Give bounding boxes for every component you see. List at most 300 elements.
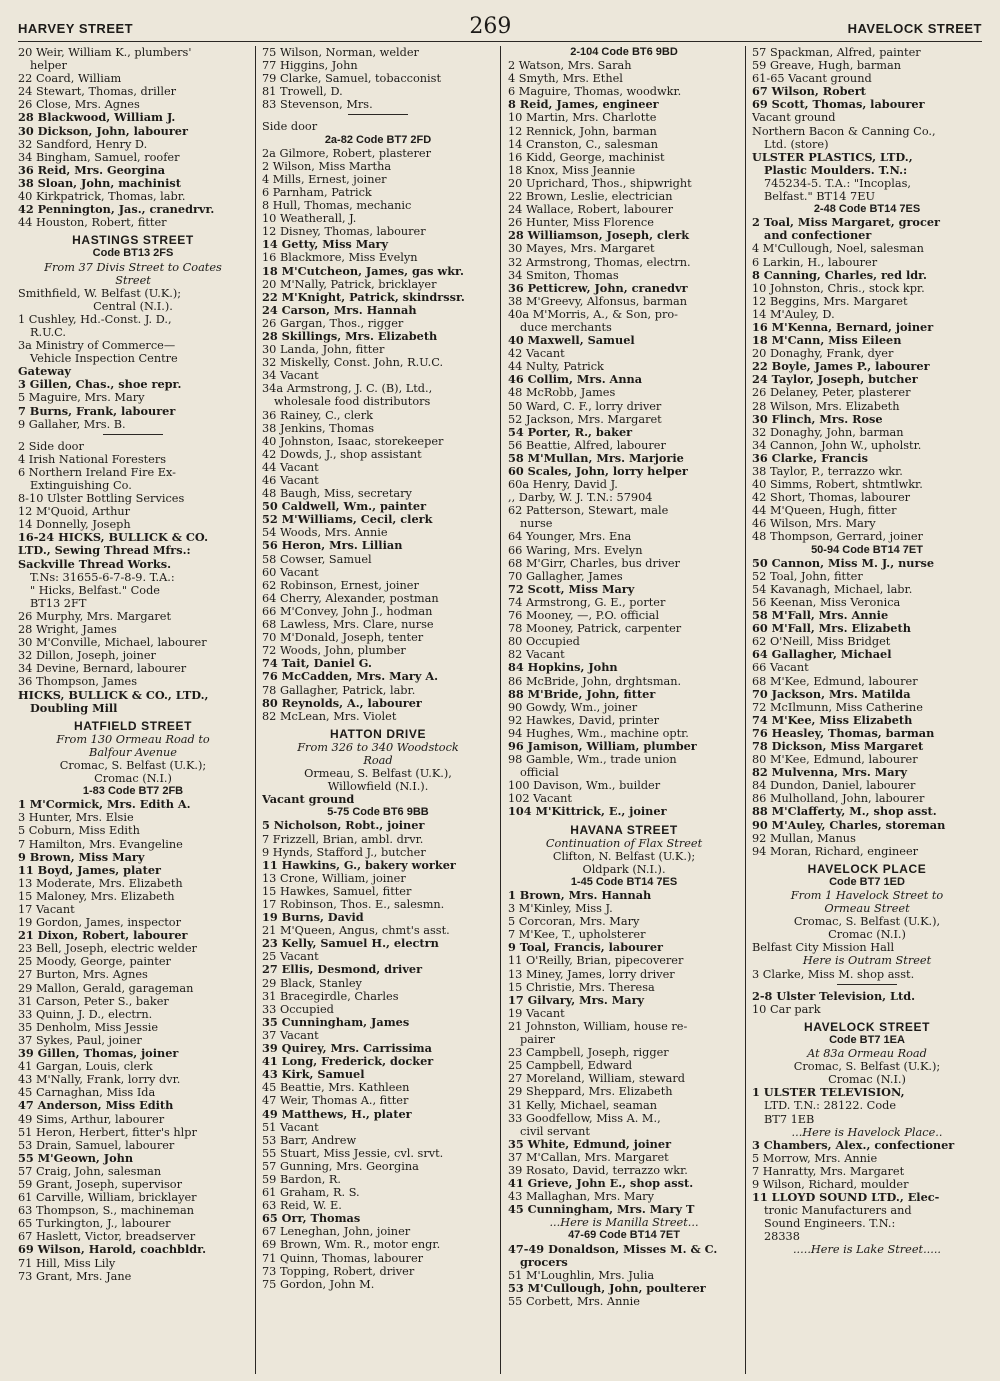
directory-entry: 90 Gowdy, Wm., joiner	[508, 700, 638, 714]
directory-entry: 43 M'Nally, Frank, lorry dvr.	[18, 1073, 181, 1087]
directory-entry: 68 Lawless, Mrs. Clare, nurse	[262, 618, 434, 632]
column-divider	[255, 46, 256, 1374]
directory-entry: grocers	[520, 1255, 568, 1269]
directory-entry: 73 Topping, Robert, driver	[262, 1264, 415, 1278]
route-note: Street	[115, 273, 151, 287]
postcode-line: Code BT7 1ED	[829, 875, 905, 888]
directory-entry: 56 Heron, Mrs. Lillian	[262, 539, 403, 553]
directory-entry: Cromac (N.I.)	[828, 1073, 906, 1087]
directory-entry: 62 Robinson, Ernest, joiner	[262, 578, 419, 592]
directory-entry: 63 Thompson, S., machineman	[18, 1204, 195, 1218]
directory-entry: 47 Anderson, Miss Edith	[18, 1099, 174, 1113]
directory-entry: 41 Gargan, Louis, clerk	[18, 1060, 153, 1074]
directory-entry: 38 Jenkins, Thomas	[262, 421, 375, 435]
directory-entry: 2 Watson, Mrs. Sarah	[508, 59, 632, 73]
directory-entry: 26 Hunter, Miss Florence	[508, 216, 654, 230]
directory-entry: 22 Brown, Leslie, electrician	[508, 190, 673, 204]
directory-entry: 6 Maguire, Thomas, woodwkr.	[508, 85, 682, 99]
directory-entry: 28 Skillings, Mrs. Elizabeth	[262, 329, 438, 343]
directory-entry: 92 Mullan, Manus	[752, 831, 856, 845]
directory-entry: 84 Hopkins, John	[508, 661, 618, 675]
directory-entry: 32 Donaghy, John, barman	[752, 425, 904, 439]
directory-entry: 14 M'Auley, D.	[752, 307, 835, 321]
directory-entry: ULSTER PLASTICS, LTD.,	[752, 150, 913, 164]
directory-entry: 37 Vacant	[262, 1028, 319, 1042]
directory-entry: 33 Goodfellow, Miss A. M.,	[508, 1111, 661, 1125]
directory-entry: 1 ULSTER TELEVISION,	[752, 1086, 905, 1100]
directory-entry: 43 Kirk, Samuel	[262, 1068, 365, 1082]
directory-entry: 88 M'Clafferty, M., shop asst.	[752, 805, 937, 819]
directory-entry: 7 Hamilton, Mrs. Evangeline	[18, 837, 183, 851]
directory-entry: Oldpark (N.I.).	[582, 862, 666, 876]
directory-entry: 23 Campbell, Joseph, rigger	[508, 1046, 669, 1060]
directory-entry: 81 Trowell, D.	[262, 85, 343, 99]
directory-entry: Side door	[262, 120, 318, 134]
postcode-line: 47-69 Code BT14 7ET	[568, 1229, 680, 1242]
directory-entry: 80 Reynolds, A., labourer	[262, 696, 422, 710]
directory-entry: 12 M'Quoid, Arthur	[18, 505, 131, 519]
directory-entry: 15 Maloney, Mrs. Elizabeth	[18, 889, 175, 903]
directory-entry: 59 Bardon, R.	[262, 1172, 341, 1186]
route-note: Continuation of Flax Street	[545, 836, 703, 850]
directory-entry: 15 Christie, Mrs. Theresa	[508, 980, 655, 994]
directory-entry: 50 Cannon, Miss M. J., nurse	[752, 556, 935, 570]
directory-entry: 29 Sheppard, Mrs. Elizabeth	[508, 1085, 673, 1099]
postcode-line: 1-45 Code BT14 7ES	[570, 875, 678, 888]
directory-entry: Vacant ground	[752, 111, 836, 125]
directory-entry: 66 Vacant	[752, 661, 809, 675]
directory-entry: 30 Landa, John, fitter	[262, 343, 385, 357]
directory-entry: 36 Clarke, Francis	[752, 451, 868, 465]
directory-entry: 11 Boyd, James, plater	[18, 863, 161, 877]
directory-entry: 58 M'Mullan, Mrs. Marjorie	[508, 451, 684, 465]
directory-entry: Gateway	[18, 365, 71, 379]
directory-entry: 73 Grant, Mrs. Jane	[18, 1269, 132, 1283]
directory-entry: nurse	[520, 517, 553, 531]
directory-entry: 19 Burns, David	[262, 911, 364, 925]
directory-entry: 24 Carson, Mrs. Hannah	[262, 303, 417, 317]
directory-entry: 84 Dundon, Daniel, labourer	[752, 779, 916, 793]
directory-entry: 37 M'Callan, Mrs. Margaret	[508, 1150, 669, 1164]
directory-entry: 5 Morrow, Mrs. Annie	[752, 1151, 878, 1165]
directory-entry: 64 Cherry, Alexander, postman	[262, 591, 439, 605]
directory-entry: 18 Knox, Miss Jeannie	[508, 163, 636, 177]
directory-entry: 24 Wallace, Robert, labourer	[508, 203, 673, 217]
directory-entry: Ltd. (store)	[764, 137, 829, 151]
directory-entry: 5 Nicholson, Robt., joiner	[262, 819, 425, 833]
directory-entry: 68 M'Kee, Edmund, labourer	[752, 674, 918, 688]
directory-entry: 26 Close, Mrs. Agnes	[18, 98, 140, 112]
directory-entry: 74 M'Kee, Miss Elizabeth	[752, 713, 913, 727]
directory-entry: " Hicks, Belfast." Code	[30, 583, 160, 597]
directory-entry: 9 Wilson, Richard, moulder	[752, 1177, 909, 1191]
directory-entry: 8 Canning, Charles, red ldr.	[752, 268, 927, 282]
directory-entry: 6 Parnham, Patrick	[262, 185, 372, 199]
directory-entry: 52 Jackson, Mrs. Margaret	[508, 412, 662, 426]
directory-entry: 23 Kelly, Samuel H., electrn	[262, 937, 439, 951]
directory-entry: 48 Thompson, Gerrard, joiner	[752, 530, 923, 544]
directory-entry: Cromac (N.I.)	[94, 772, 172, 786]
directory-entry: 96 Jamison, William, plumber	[508, 739, 697, 753]
directory-entry: Ormeau, S. Belfast (U.K.),	[304, 767, 452, 781]
directory-entry: 10 Martin, Mrs. Charlotte	[508, 111, 657, 125]
directory-entry: Willowfield (N.I.).	[327, 780, 429, 794]
directory-entry: civil servant	[520, 1124, 590, 1138]
directory-entry: 44 Vacant	[262, 460, 319, 474]
directory-entry: 102 Vacant	[508, 792, 572, 806]
directory-entry: 60a Henry, David J.	[508, 478, 618, 492]
directory-entry: wholesale food distributors	[274, 395, 431, 409]
directory-entry: 7 Hanratty, Mrs. Margaret	[752, 1164, 905, 1178]
column-2	[262, 46, 494, 1376]
route-note: From 130 Ormeau Road to	[56, 732, 210, 746]
directory-entry: 86 Mulholland, John, labourer	[752, 792, 925, 806]
section-separator	[837, 984, 897, 985]
directory-entry: 26 Delaney, Peter, plasterer	[752, 386, 911, 400]
directory-entry: 94 Moran, Richard, engineer	[752, 844, 919, 858]
directory-entry: 19 Gordon, James, inspector	[18, 916, 181, 930]
page-number: 269	[469, 14, 512, 39]
directory-entry: Cromac (N.I.)	[828, 928, 906, 942]
directory-entry: 45 Cunningham, Mrs. Mary T	[508, 1203, 695, 1217]
directory-entry: 32 Sandford, Henry D.	[18, 137, 148, 151]
directory-entry: 50 Caldwell, Wm., painter	[262, 500, 427, 514]
directory-entry: Vehicle Inspection Centre	[30, 352, 178, 366]
route-note: At 83a Ormeau Road	[807, 1047, 927, 1061]
directory-entry: 40a M'Morris, A., & Son, pro-	[508, 307, 678, 321]
directory-entry: 10 Johnston, Chris., stock kpr.	[752, 281, 925, 295]
directory-entry: Cromac, S. Belfast (U.K.),	[793, 915, 941, 929]
directory-entry: 80 M'Kee, Edmund, labourer	[752, 753, 918, 767]
directory-entry: 34 Vacant	[262, 369, 319, 383]
directory-entry: 33 Occupied	[262, 1002, 334, 1016]
postcode-line: 5-75 Code BT6 9BB	[327, 806, 429, 819]
directory-entry: 4 Smyth, Mrs. Ethel	[508, 72, 623, 86]
directory-entry: 61-65 Vacant ground	[752, 72, 872, 86]
directory-entry: 4 M'Cullough, Noel, salesman	[752, 242, 924, 256]
directory-entry: 44 Nulty, Patrick	[508, 360, 604, 374]
directory-entry: Plastic Moulders. T.N.:	[764, 163, 908, 177]
directory-entry: 12 Beggins, Mrs. Margaret	[752, 294, 908, 308]
directory-entry: 47 Weir, Thomas A., fitter	[262, 1094, 409, 1108]
route-note: Ormeau Street	[824, 902, 910, 916]
directory-entry: 40 Maxwell, Samuel	[508, 334, 635, 348]
directory-entry: 24 Stewart, Thomas, driller	[18, 85, 177, 99]
directory-entry: 94 Hughes, Wm., machine optr.	[508, 726, 689, 740]
directory-entry: Extinguishing Co.	[30, 479, 132, 492]
directory-entry: 53 Drain, Samuel, labourer	[18, 1138, 175, 1152]
directory-entry: 2 Toal, Miss Margaret, grocer	[752, 216, 940, 230]
directory-entry: 7 M'Kee, T., upholsterer	[508, 928, 646, 942]
directory-entry: 46 Wilson, Mrs. Mary	[752, 517, 876, 531]
directory-entry: 34 Devine, Bernard, labourer	[18, 662, 187, 676]
directory-entry: 82 McLean, Mrs. Violet	[262, 709, 397, 723]
directory-entry: 745234-5. T.A.: "Incoplas,	[764, 176, 911, 190]
directory-entry: 68 M'Girr, Charles, bus driver	[508, 556, 680, 570]
directory-entry: 48 McRobb, James	[508, 386, 616, 400]
header-rule	[18, 41, 982, 42]
directory-entry: 69 Scott, Thomas, labourer	[752, 98, 925, 112]
directory-entry: 41 Grieve, John E., shop asst.	[508, 1177, 694, 1191]
directory-entry: 40 Johnston, Isaac, storekeeper	[262, 434, 444, 448]
directory-entry: 29 Black, Stanley	[262, 976, 362, 990]
directory-entry: 54 Kavanagh, Michael, labr.	[752, 582, 913, 596]
directory-entry: BT13 2FT	[30, 596, 87, 610]
directory-entry: 25 Campbell, Edward	[508, 1059, 633, 1073]
route-note: Balfour Avenue	[89, 745, 177, 759]
directory-entry: 75 Wilson, Norman, welder	[262, 46, 419, 59]
directory-entry: 17 Robinson, Thos. E., salesmn.	[262, 898, 445, 911]
directory-entry: 72 Scott, Miss Mary	[508, 582, 635, 596]
directory-entry: 50 Ward, C. F., lorry driver	[508, 399, 662, 413]
directory-entry: 54 Porter, R., baker	[508, 425, 633, 439]
directory-entry: 62 O'Neill, Miss Bridget	[752, 635, 891, 649]
directory-entry: 28 Williamson, Joseph, clerk	[508, 229, 690, 243]
directory-entry: 83 Stevenson, Mrs.	[262, 98, 373, 112]
directory-entry: 16 Kidd, George, machinist	[508, 150, 665, 164]
directory-entry: 35 White, Edmund, joiner	[508, 1137, 672, 1151]
directory-entry: 36 Thompson, James	[18, 675, 138, 689]
directory-entry: 3 Hunter, Mrs. Elsie	[18, 811, 134, 825]
directory-entry: 42 Short, Thomas, labourer	[752, 491, 911, 505]
directory-entry: 1 Cushley, Hd.-Const. J. D.,	[18, 312, 172, 326]
directory-entry: 53 M'Cullough, John, poulterer	[508, 1281, 706, 1295]
directory-entry: 42 Vacant	[508, 347, 565, 361]
directory-entry: 32 Armstrong, Thomas, electrn.	[508, 255, 691, 269]
directory-entry: 2a Gilmore, Robert, plasterer	[262, 146, 431, 160]
directory-entry: 76 Mooney, —, P.O. official	[508, 609, 660, 623]
directory-entry: 82 Mulvenna, Mrs. Mary	[752, 766, 908, 780]
directory-entry: 90 M'Auley, Charles, storeman	[752, 818, 946, 832]
directory-entry: 13 Miney, James, lorry driver	[508, 967, 675, 981]
directory-entry: Belfast." BT14 7EU	[764, 190, 875, 204]
directory-entry: 45 Beattie, Mrs. Kathleen	[262, 1081, 410, 1095]
directory-entry: and confectioner	[764, 229, 872, 243]
directory-entry: Doubling Mill	[30, 701, 118, 715]
directory-entry: 65 Turkington, J., labourer	[18, 1217, 171, 1231]
directory-entry: 38 Sloan, John, machinist	[18, 176, 181, 190]
directory-entry: 34a Armstrong, J. C. (B), Ltd.,	[262, 382, 433, 396]
directory-entry: 17 Vacant	[18, 903, 75, 916]
directory-entry: 64 Gallagher, Michael	[752, 648, 892, 662]
directory-entry: 10 Weatherall, J.	[262, 212, 357, 226]
directory-entry: 20 Uprichard, Thos., shipwright	[508, 176, 692, 190]
street-heading: HAVELOCK PLACE	[807, 862, 927, 876]
directory-entry: 16-24 HICKS, BULLICK & CO.	[18, 531, 209, 545]
directory-entry: 78 Dickson, Miss Margaret	[752, 739, 924, 753]
directory-entry: 20 M'Nally, Patrick, bricklayer	[262, 277, 437, 291]
directory-entry: Northern Bacon & Canning Co.,	[752, 124, 936, 138]
directory-entry: 36 Reid, Mrs. Georgina	[18, 163, 166, 177]
directory-entry: 19 Vacant	[508, 1006, 565, 1020]
directory-entry: 60 Vacant	[262, 565, 319, 579]
directory-entry: 24 Taylor, Joseph, butcher	[752, 373, 918, 387]
directory-entry: 39 Quirey, Mrs. Carrissima	[262, 1042, 432, 1056]
directory-entry: 18 M'Cann, Miss Eileen	[752, 334, 902, 348]
directory-entry: 9 Gallaher, Mrs. B.	[18, 417, 126, 431]
directory-entry: 71 Hill, Miss Lily	[18, 1256, 116, 1270]
route-note: ...Here is Havelock Place..	[791, 1125, 943, 1139]
street-heading: HATFIELD STREET	[73, 719, 193, 733]
directory-entry: 28 Wright, James	[18, 623, 117, 637]
directory-entry: 27 Moreland, William, steward	[508, 1072, 686, 1086]
directory-entry: 34 Cannon, John W., upholstr.	[752, 438, 922, 452]
directory-entry: 5 Maguire, Mrs. Mary	[18, 391, 145, 405]
directory-entry: 31 Kelly, Michael, seaman	[508, 1098, 658, 1112]
directory-entry: Belfast City Mission Hall	[752, 941, 895, 955]
postcode-line: 2a-82 Code BT7 2FD	[324, 133, 432, 146]
directory-entry: official	[520, 766, 559, 780]
directory-entry: 1 Brown, Mrs. Hannah	[508, 889, 652, 902]
directory-entry: 34 Smiton, Thomas	[508, 268, 619, 282]
directory-entry: Cromac, S. Belfast (U.K.);	[793, 1060, 941, 1074]
directory-entry: 98 Gamble, Wm., trade union	[508, 753, 677, 767]
directory-entry: 57 Spackman, Alfred, painter	[752, 46, 921, 59]
directory-entry: 3 Clarke, Miss M. shop asst.	[752, 967, 915, 981]
directory-entry: 58 M'Fall, Mrs. Annie	[752, 609, 889, 623]
directory-entry: Sackville Thread Works.	[18, 557, 172, 571]
directory-entry: 8 Reid, James, engineer	[508, 98, 659, 112]
directory-entry: 36 Petticrew, John, cranedvr	[508, 281, 688, 295]
directory-entry: BT7 1EB	[764, 1112, 815, 1126]
directory-entry: 9 Toal, Francis, labourer	[508, 941, 663, 955]
directory-entry: 40 Kirkpatrick, Thomas, labr.	[18, 190, 186, 204]
directory-entry: 77 Higgins, John	[262, 59, 358, 73]
directory-entry: Sound Engineers. T.N.:	[764, 1217, 896, 1231]
directory-entry: 3 M'Kinley, Miss J.	[508, 902, 613, 916]
route-note: ...Here is Manilla Street...	[549, 1216, 699, 1230]
directory-entry: 46 Vacant	[262, 474, 319, 487]
directory-entry: 49 Matthews, H., plater	[262, 1107, 412, 1121]
directory-entry: 64 Younger, Mrs. Ena	[508, 530, 632, 544]
directory-entry: 10 Car park	[752, 1002, 821, 1016]
directory-entry: 11 LLOYD SOUND LTD., Elec-	[752, 1191, 940, 1205]
directory-entry: 6 Larkin, H., labourer	[752, 255, 878, 269]
directory-entry: 76 McCadden, Mrs. Mary A.	[262, 670, 439, 684]
directory-entry: LTD., Sewing Thread Mfrs.:	[18, 544, 191, 558]
directory-entry: 75 Gordon, John M.	[262, 1277, 375, 1291]
directory-entry: 59 Greave, Hugh, barman	[752, 59, 901, 73]
directory-entry: 55 Stuart, Miss Jessie, cvl. srvt.	[262, 1146, 444, 1160]
directory-entry: 57 Craig, John, salesman	[18, 1164, 162, 1178]
directory-entry: 31 Carson, Peter S., baker	[18, 994, 169, 1008]
postcode-line: Code BT7 1EA	[829, 1033, 905, 1046]
directory-entry: 9 Brown, Miss Mary	[18, 850, 145, 864]
directory-entry: 6 Northern Ireland Fire Ex-	[18, 465, 176, 479]
directory-entry: 12 Rennick, John, barman	[508, 124, 657, 138]
directory-entry: 20 Donaghy, Frank, dyer	[752, 347, 894, 361]
directory-entry: 63 Reid, W. E.	[262, 1199, 342, 1213]
column-divider	[745, 46, 746, 1374]
directory-entry: 18 M'Cutcheon, James, gas wkr.	[262, 264, 464, 278]
directory-entry: 26 Murphy, Mrs. Margaret	[18, 609, 172, 623]
directory-entry: 2 Side door	[18, 439, 84, 453]
directory-entry: 67 Leneghan, John, joiner	[262, 1225, 411, 1239]
directory-entry: 28338	[764, 1230, 800, 1244]
directory-entry: 15 Hawkes, Samuel, fitter	[262, 884, 412, 898]
directory-entry: 25 Moody, George, painter	[18, 955, 171, 969]
column-divider	[500, 46, 501, 1374]
section-separator	[348, 114, 408, 115]
directory-entry: 13 Moderate, Mrs. Elizabeth	[18, 876, 183, 890]
directory-entry: 33 Quinn, J. D., electrn.	[18, 1007, 153, 1021]
directory-entry: 2 Wilson, Miss Martha	[262, 159, 392, 173]
directory-entry: 65 Orr, Thomas	[262, 1212, 361, 1226]
directory-entry: Central (N.I.).	[93, 299, 173, 313]
directory-entry: 30 Flinch, Mrs. Rose	[752, 412, 883, 426]
directory-entry: 67 Haslett, Victor, breadserver	[18, 1230, 196, 1244]
postcode-line: 2-104 Code BT6 9BD	[570, 46, 678, 58]
directory-entry: 12 Disney, Thomas, labourer	[262, 225, 426, 239]
directory-entry: 61 Graham, R. S.	[262, 1186, 360, 1200]
directory-entry: 45 Carnaghan, Miss Ida	[18, 1086, 156, 1100]
directory-entry: 43 Mallaghan, Mrs. Mary	[508, 1190, 654, 1204]
directory-entry: 47-49 Donaldson, Misses M. & C.	[508, 1242, 718, 1256]
directory-entry: 25 Vacant	[262, 950, 319, 964]
directory-entry: 51 M'Loughlin, Mrs. Julia	[508, 1268, 655, 1282]
route-note: From 1 Havelock Street to	[790, 889, 944, 902]
directory-entry: 37 Sykes, Paul, joiner	[18, 1033, 142, 1047]
directory-entry: 30 Mayes, Mrs. Margaret	[508, 242, 655, 256]
directory-entry: 14 Getty, Miss Mary	[262, 238, 389, 252]
page-header	[18, 14, 982, 44]
directory-entry: 92 Hawkes, David, printer	[508, 713, 660, 727]
directory-entry: 8-10 Ulster Bottling Services	[18, 492, 185, 506]
directory-entry: 35 Denholm, Miss Jessie	[18, 1020, 159, 1034]
directory-entry: 17 Gilvary, Mrs. Mary	[508, 993, 645, 1007]
directory-entry: 22 M'Knight, Patrick, skindrssr.	[262, 290, 465, 304]
street-heading: HAVELOCK STREET	[803, 1020, 931, 1034]
directory-entry: 22 Boyle, James P., labourer	[752, 360, 930, 374]
directory-entry: 26 Gargan, Thos., rigger	[262, 316, 404, 330]
route-note: Road	[363, 753, 393, 767]
street-heading: HATTON DRIVE	[329, 727, 427, 741]
directory-entry: 11 O'Reilly, Brian, pipecoverer	[508, 954, 684, 968]
directory-entry: 71 Quinn, Thomas, labourer	[262, 1251, 424, 1265]
directory-entry: 70 Jackson, Mrs. Matilda	[752, 687, 911, 701]
directory-entry: 16 M'Kenna, Bernard, joiner	[752, 320, 934, 334]
directory-entry: R.U.C.	[30, 325, 67, 339]
directory-entry: 56 Keenan, Miss Veronica	[752, 595, 901, 609]
directory-entry: 5 Coburn, Miss Edith	[18, 824, 140, 838]
directory-entry: 62 Patterson, Stewart, male	[508, 504, 669, 518]
directory-entry: 21 Dixon, Robert, labourer	[18, 929, 188, 943]
directory-entry: 80 Occupied	[508, 635, 580, 649]
directory-entry: 46 Collim, Mrs. Anna	[508, 373, 643, 387]
directory-entry: 49 Sims, Arthur, labourer	[18, 1112, 165, 1126]
directory-entry: 66 M'Convey, John J., hodman	[262, 604, 433, 618]
directory-entry: Cromac, S. Belfast (U.K.);	[59, 758, 207, 772]
directory-entry: 78 Gallagher, Patrick, labr.	[262, 683, 416, 697]
directory-entry: 22 Coard, William	[18, 72, 122, 86]
directory-entry: 20 Weir, William K., plumbers'	[18, 46, 192, 59]
route-note: From 326 to 340 Woodstock	[297, 740, 459, 754]
directory-entry: 51 Vacant	[262, 1120, 319, 1134]
directory-entry: 74 Armstrong, G. E., porter	[508, 595, 666, 609]
directory-entry: 38 Taylor, P., terrazzo wkr.	[752, 465, 903, 478]
street-heading: HAVANA STREET	[570, 823, 678, 837]
directory-entry: Smithfield, W. Belfast (U.K.);	[18, 286, 182, 300]
directory-entry: 29 Mallon, Gerald, garageman	[18, 981, 194, 995]
directory-entry: 39 Rosato, David, terrazzo wkr.	[508, 1163, 688, 1177]
directory-entry: 8 Hull, Thomas, mechanic	[262, 199, 412, 213]
directory-entry: 28 Wilson, Mrs. Elizabeth	[752, 399, 900, 413]
directory-entry: 11 Hawkins, G., bakery worker	[262, 858, 456, 872]
running-head-left: HARVEY STREET	[18, 21, 134, 36]
postcode-line: 1-83 Code BT7 2FB	[82, 785, 184, 798]
running-head-right: HAVELOCK STREET	[847, 21, 982, 36]
directory-entry: 5 Corcoran, Mrs. Mary	[508, 915, 640, 929]
